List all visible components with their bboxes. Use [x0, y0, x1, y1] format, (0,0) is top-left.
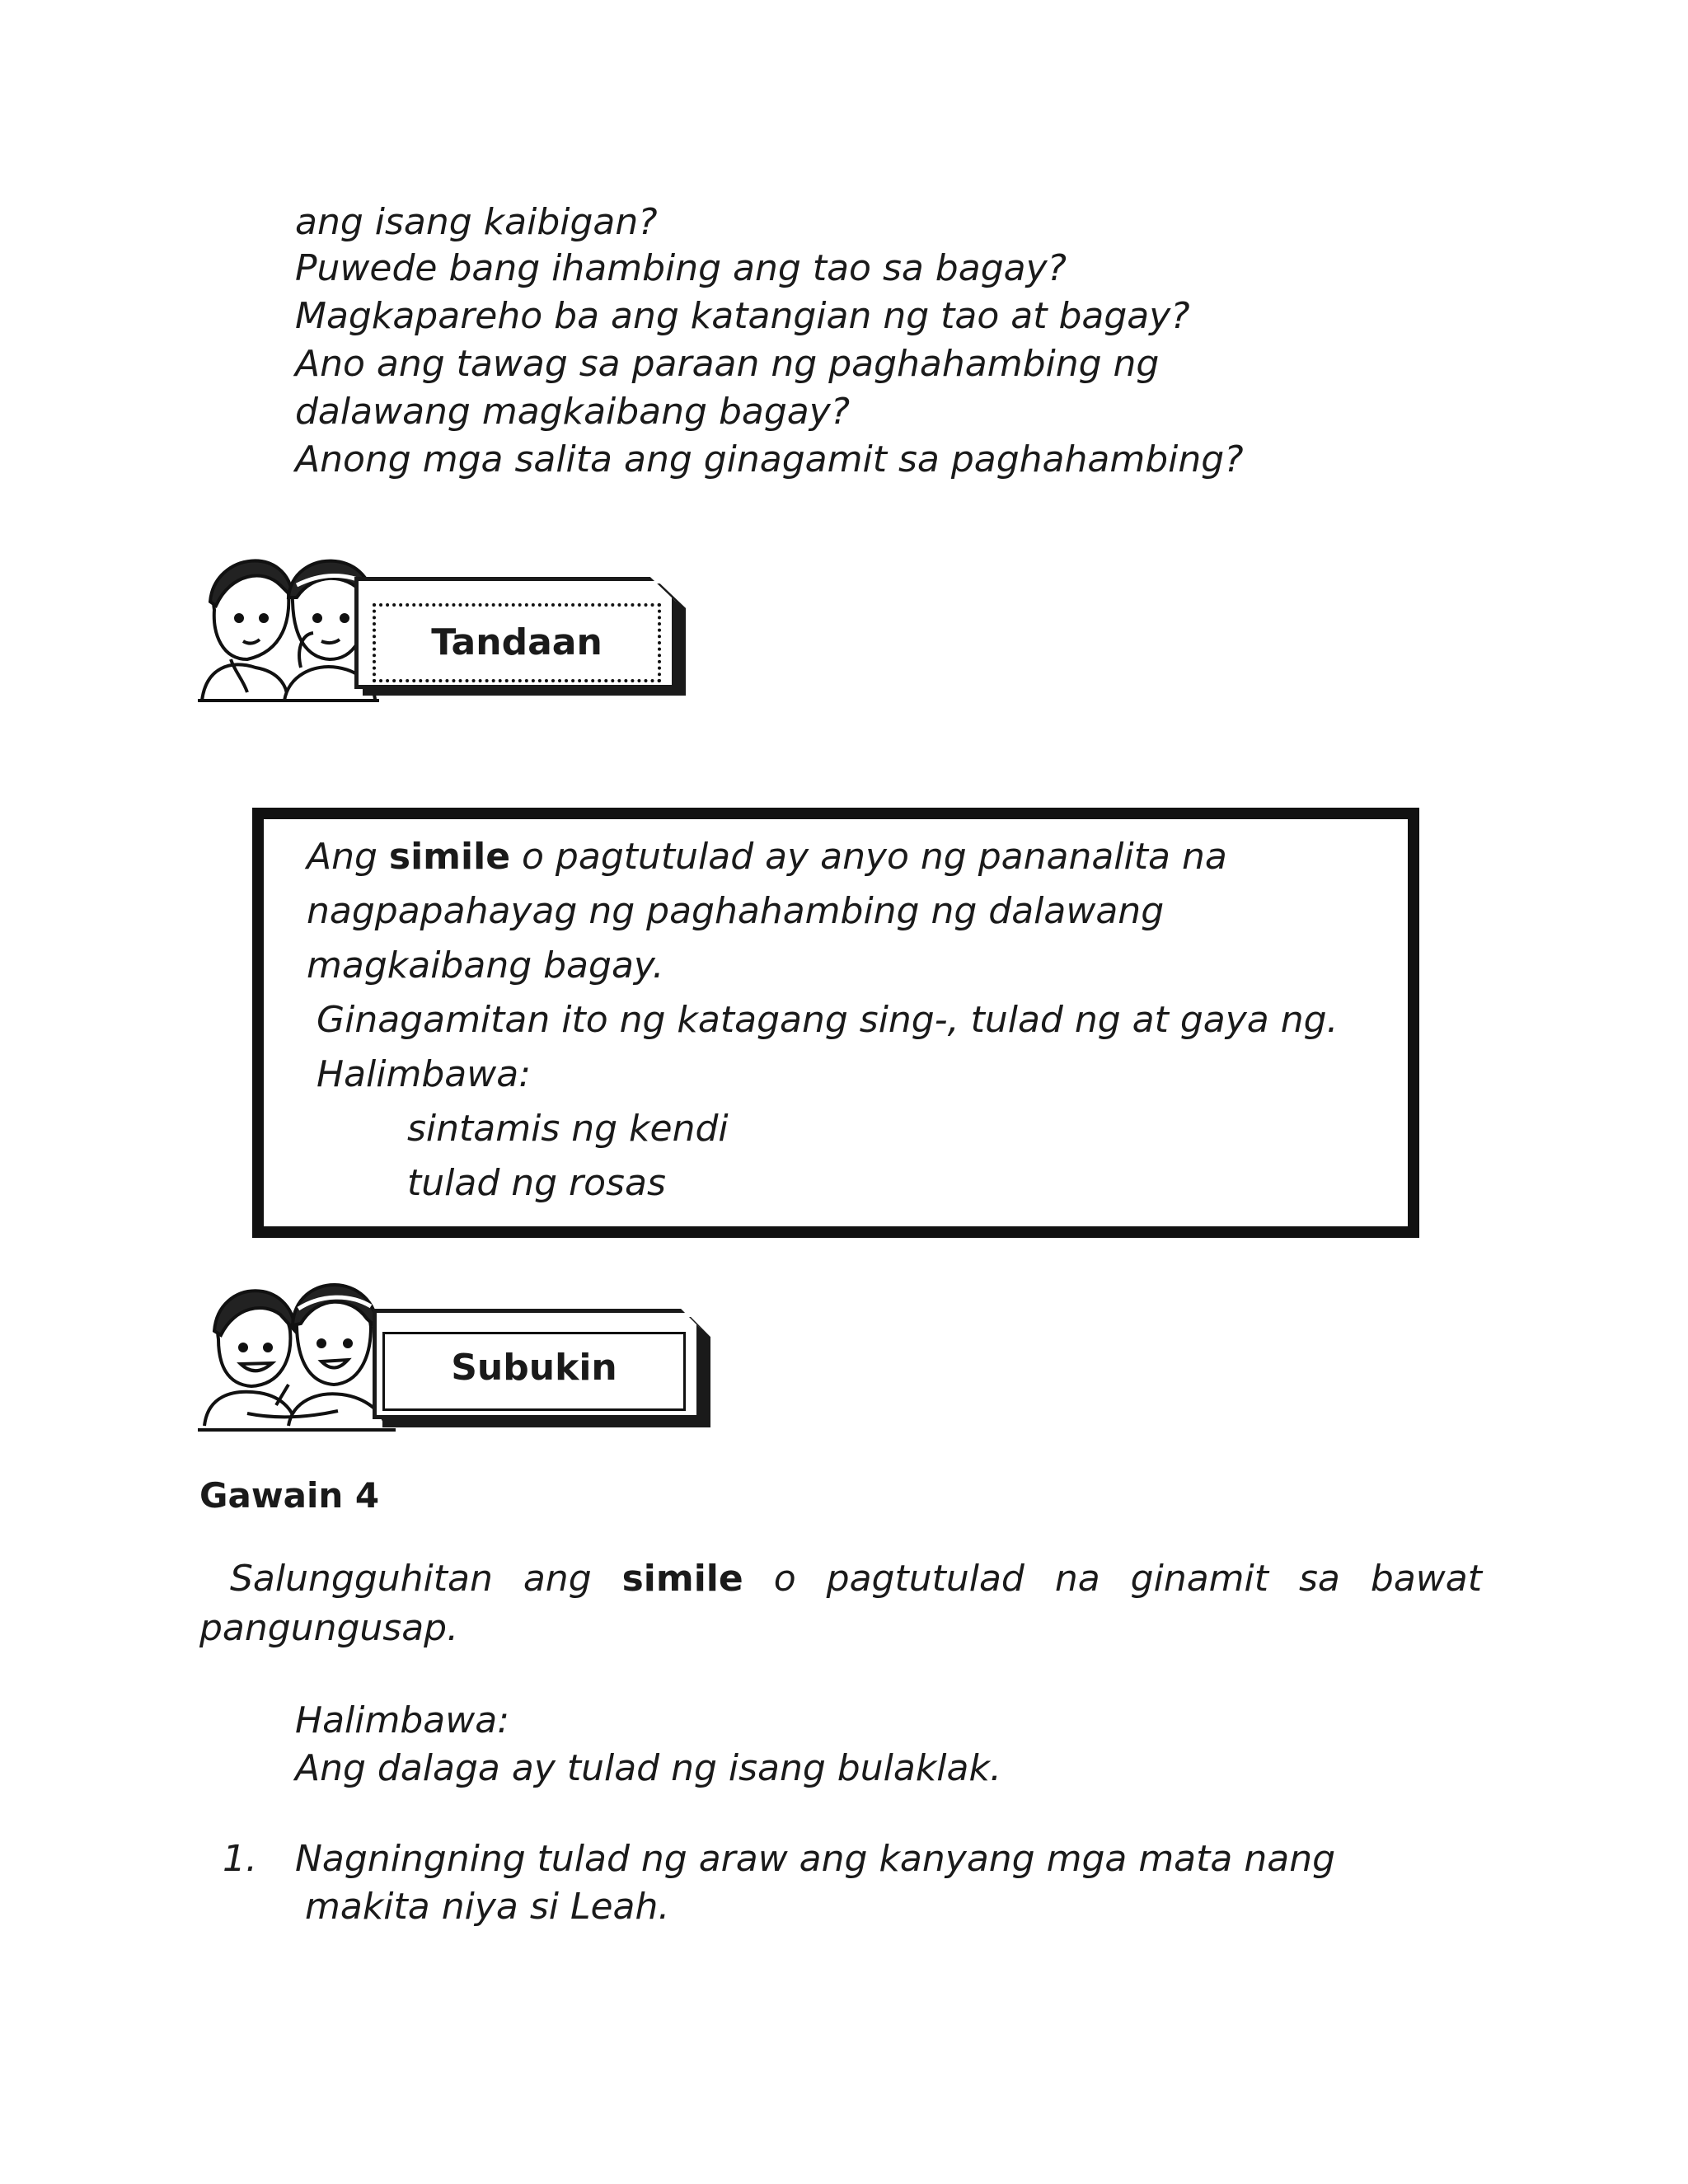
definition-box: [252, 808, 1419, 1238]
item-number: 1.: [223, 1838, 257, 1880]
tandaan-title: Tandaan: [431, 621, 603, 663]
instruction-text: o pagtutulad na ginamit sa bawat pangungusap.: [199, 1558, 1482, 1649]
question-line: Ano ang tawag sa paraan ng paghahambing ng: [295, 343, 1160, 385]
item-sentence-line: Nagningning tulad ng araw ang kanyang mga mata nang: [295, 1838, 1336, 1880]
subukin-title: Subukin: [451, 1347, 617, 1389]
example-label: Halimbawa:: [295, 1699, 510, 1741]
question-line: Magkapareho ba ang katangian ng tao at bagay?: [295, 295, 1190, 337]
simile-term: simile: [388, 836, 511, 878]
question-line: dalawang magkaibang bagay?: [295, 391, 851, 433]
example-label: Halimbawa:: [316, 1053, 532, 1095]
definition-line-4: Ginagamitan ito ng katagang sing-, tulad ng at gaya ng.: [316, 999, 1339, 1041]
question-line: ang isang kaibigan?: [295, 201, 658, 243]
definition-text: o pagtutulad ay anyo ng pananalita na: [510, 836, 1227, 878]
thinking-kids-icon: [198, 536, 379, 705]
definition-line-1: [307, 834, 1227, 880]
definition-text: Ang: [307, 836, 389, 878]
question-line: Anong mga salita ang ginagamit sa paghahambing?: [295, 438, 1244, 480]
example-sentence: Ang dalaga ay tulad ng isang bulaklak.: [295, 1747, 1001, 1789]
simile-term: simile: [621, 1558, 743, 1600]
item-sentence-line: makita niya si Leah.: [305, 1886, 670, 1928]
example-item: sintamis ng kendi: [407, 1108, 729, 1150]
writing-kids-icon: [198, 1261, 396, 1434]
definition-line-3: magkaibang bagay.: [307, 944, 664, 987]
example-item: tulad ng rosas: [407, 1162, 666, 1204]
question-line: Puwede bang ihambing ang tao sa bagay?: [295, 247, 1067, 289]
activity-instructions: [199, 1554, 1482, 1653]
activity-title: Gawain 4: [199, 1475, 380, 1516]
instruction-text: Salungguhitan ang: [230, 1558, 622, 1600]
definition-line-2: nagpapahayag ng paghahambing ng dalawang: [307, 890, 1165, 932]
